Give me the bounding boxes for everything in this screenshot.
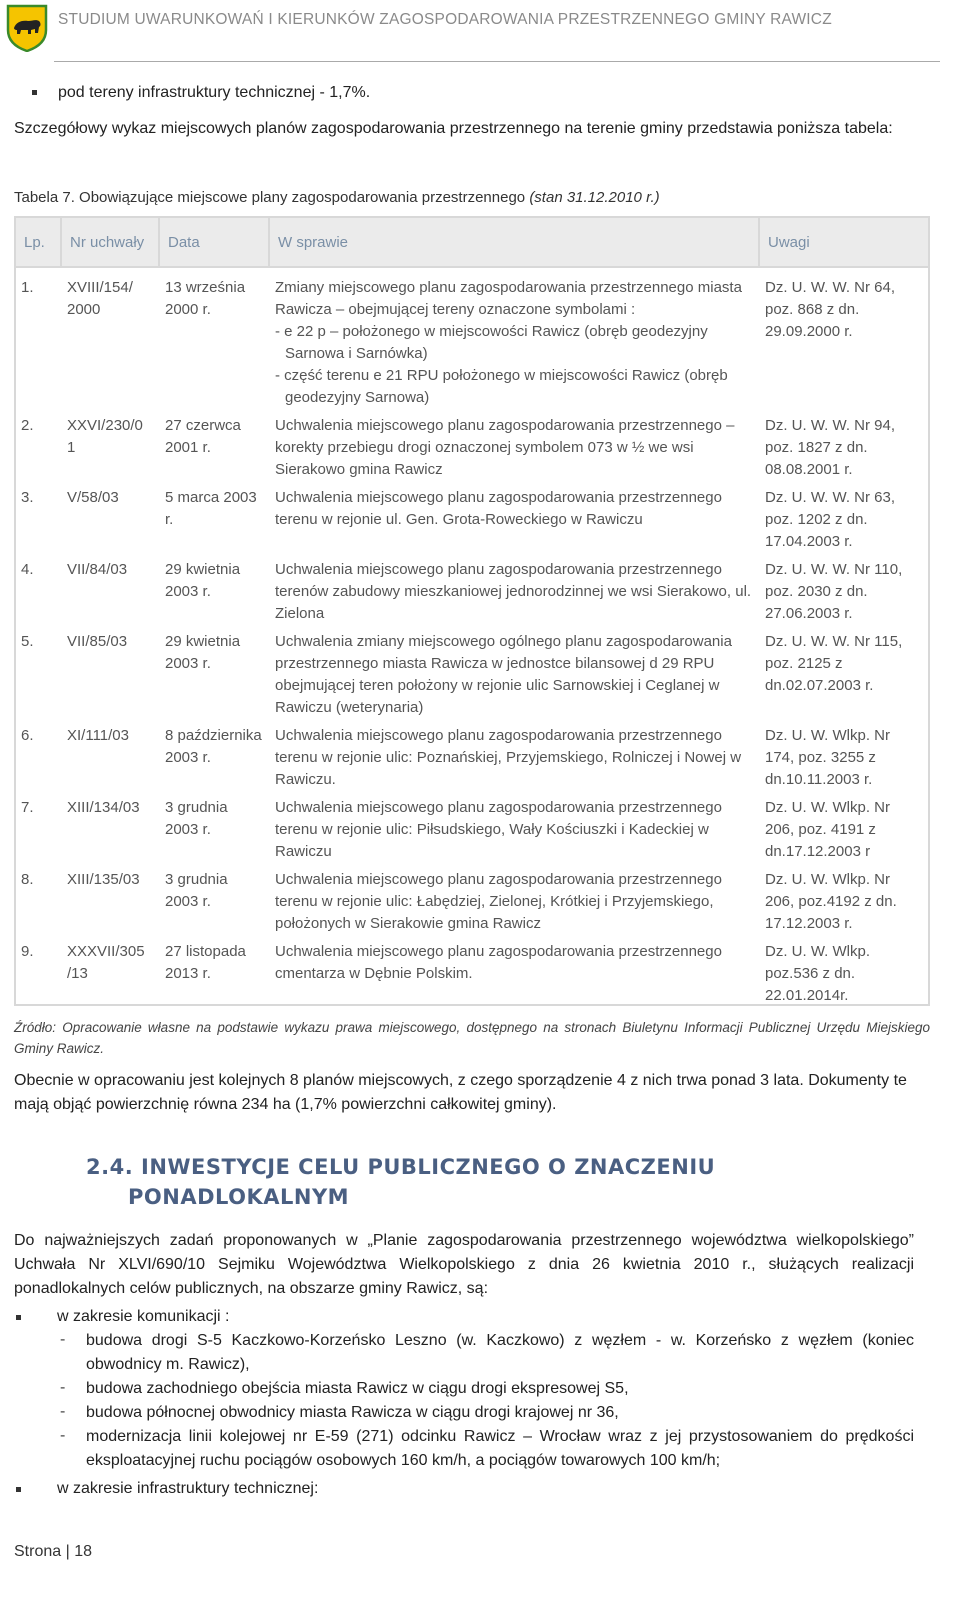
list-item: budowa północnej obwodnicy miasta Rawicza w ciągu drogi krajowej nr 36, xyxy=(86,1404,619,1421)
table-row xyxy=(15,867,929,939)
cell-notes: Dz. U. W. Wlkp. Nr 206, poz. 4191 z dn.17.12.2003 r xyxy=(765,799,890,860)
page-number: Strona | 18 xyxy=(14,1543,92,1560)
table-source: Źródło: Opracowanie własne na podstawie wykazu prawa miejscowego, dostępnego na stronach Biuletynu Informacji Publicznej Urzędu Miejskiego Gminy Rawicz. xyxy=(14,1020,930,1056)
table-row xyxy=(15,939,929,1011)
cell-notes: Dz. U. W. W. Nr 63, poz. 1202 z dn. 17.04.2003 r. xyxy=(765,489,896,550)
cell-subject: Uchwalenia zmiany miejscowego ogólnego planu zagospodarowania przestrzennego miasta Rawicza w jednostce bilansowej d 29 RPU obejmującej teren położony w rejonie ulic Sarnowskiej i Ceglanej w Rawiczu (weterynaria) xyxy=(275,633,732,716)
cell-nr: VII/84/03 xyxy=(67,561,128,578)
list-item: budowa drogi S-5 Kaczkowo-Korzeńsko Leszno (w. Kaczkowo) z węzłem - w. Korzeńsko z węzłem (koniec obwodnicy m. Rawicz), xyxy=(86,1332,914,1373)
table-row xyxy=(15,629,929,723)
section-heading xyxy=(86,1152,715,1212)
cell-date: 3 grudnia 2003 r. xyxy=(165,799,228,838)
section-title-line2: PONADLOKALNYM xyxy=(128,1185,350,1209)
section-number: 2.4. xyxy=(86,1155,134,1179)
cell-nr: XI/111/03 xyxy=(67,727,129,744)
header-lp: Lp. xyxy=(15,217,61,267)
dash-icon: - xyxy=(60,1427,66,1444)
table-caption-date: (stan 31.12.2010 r.) xyxy=(529,189,660,206)
section-intro: Do najważniejszych zadań proponowanych w „Planie zagospodarowania przestrzennego województwa wielkopolskiego” Uchwała Nr XLVI/690/10 Sejmiku Województwa Wielkopolskiego z dnia 26 kwietnia 2010 r., służących realizacji ponadlokalnych celów publicznych, na obszarze gminy Rawicz, są: xyxy=(14,1232,914,1297)
table-row xyxy=(15,413,929,485)
cell-notes: Dz. U. W. W. Nr 94, poz. 1827 z dn. 08.08.2001 r. xyxy=(765,417,896,478)
cell-notes: Dz. U. W. Wlkp. poz.536 z dn. 22.01.2014r. xyxy=(765,943,870,1004)
cell-date: 3 grudnia 2003 r. xyxy=(165,871,228,910)
cell-nr: XIII/134/03 xyxy=(67,799,140,816)
section-title-line1: INWESTYCJE CELU PUBLICZNEGO O ZNACZENIU xyxy=(141,1155,716,1179)
cell-subject: Uchwalenia miejscowego planu zagospodarowania przestrzennego terenu w rejonie ul. Gen. Grota-Roweckiego w Rawiczu xyxy=(275,489,722,528)
cell-nr: XXVI/230/0 1 xyxy=(67,417,143,456)
table-row xyxy=(15,795,929,867)
after-table-paragraph: Obecnie w opracowaniu jest kolejnych 8 planów miejscowych, z czego sporządzenie 4 z nich trwa ponad 3 lata. Dokumenty te mają objąć powierzchnię równa 234 ha (1,7% powierzchni całkowitej gminy). xyxy=(14,1072,907,1113)
cell-subject: Uchwalenia miejscowego planu zagospodarowania przestrzennego cmentarza w Dębnie Polskim. xyxy=(275,943,722,982)
cell-date: 5 marca 2003 r. xyxy=(165,489,257,528)
cell-date: 8 października 2003 r. xyxy=(165,727,262,766)
list-item: budowa zachodniego obejścia miasta Rawicz w ciągu drogi ekspresowej S5, xyxy=(86,1380,629,1397)
table-row xyxy=(15,723,929,795)
table-caption-text: Tabela 7. Obowiązujące miejscowe plany zagospodarowania przestrzennego xyxy=(14,189,526,206)
header-date: Data xyxy=(159,217,269,267)
cell-notes: Dz. U. W. W. Nr 64, poz. 868 z dn. 29.09.2000 r. xyxy=(765,279,896,340)
cell-lp: 4. xyxy=(21,561,34,578)
header-notes: Uwagi xyxy=(759,217,929,267)
cell-subject xyxy=(269,267,759,413)
bullet-communication: w zakresie komunikacji : xyxy=(57,1308,230,1325)
bullet-icon xyxy=(16,1315,21,1320)
cell-lp: 9. xyxy=(21,943,34,960)
cell-date: 29 kwietnia 2003 r. xyxy=(165,633,241,672)
cell-date: 29 kwietnia 2003 r. xyxy=(165,561,241,600)
cell-subject: Uchwalenia miejscowego planu zagospodarowania przestrzennego – korekty przebiegu drogi oznaczonej symbolem 073 w ½ we wsi Sierakowo gmina Rawicz xyxy=(275,417,735,478)
cell-nr: VII/85/03 xyxy=(67,633,128,650)
cell-date: 27 listopada 2013 r. xyxy=(165,943,246,982)
cell-lp: 3. xyxy=(21,489,34,506)
table-caption xyxy=(14,189,660,206)
bullet-infrastructure: w zakresie infrastruktury technicznej: xyxy=(57,1480,319,1497)
cell-notes: Dz. U. W. Wlkp. Nr 174, poz. 3255 z dn.10.11.2003 r. xyxy=(765,727,890,788)
dash-icon: - xyxy=(60,1403,66,1420)
bear-crest-icon xyxy=(6,4,48,52)
cell-subject: Uchwalenia miejscowego planu zagospodarowania przestrzennego terenu w rejonie ulic: Piłsudskiego, Wały Kościuszki i Kadeckiej w Rawiczu xyxy=(275,799,722,860)
dash-icon: - xyxy=(60,1331,66,1348)
header-subject: W sprawie xyxy=(269,217,759,267)
cell-notes: Dz. U. W. W. Nr 110, poz. 2030 z dn. 27.06.2003 r. xyxy=(765,561,903,622)
list-item: modernizacja linii kolejowej nr E-59 (271) odcinku Rawicz – Wrocław wraz z jej przystosowaniem do prędkości eksploatacyjnej ruchu pociągów osobowych 160 km/h, a pociągów towarowych 100 km/h; xyxy=(86,1428,914,1469)
cell-subject-item: - część terenu e 21 RPU położonego w miejscowości Rawicz (obręb geodezyjny Sarnowa) xyxy=(275,367,728,406)
intro-paragraph: Szczegółowy wykaz miejscowych planów zagospodarowania przestrzennego na terenie gminy przedstawia poniższa tabela: xyxy=(14,120,893,137)
cell-subject: Uchwalenia miejscowego planu zagospodarowania przestrzennego terenów zabudowy mieszkaniowej jednorodzinnej we wsi Sierakowo, ul. Zielona xyxy=(275,561,752,622)
table-row xyxy=(15,485,929,557)
bullet-icon xyxy=(32,90,37,95)
cell-nr: XXXVII/305 /13 xyxy=(67,943,145,982)
cell-notes: Dz. U. W. W. Nr 115, poz. 2125 z dn.02.07.2003 r. xyxy=(765,633,903,694)
cell-lp: 6. xyxy=(21,727,34,744)
header-divider xyxy=(54,61,940,62)
cell-nr: V/58/03 xyxy=(67,489,119,506)
page-header xyxy=(0,0,960,62)
cell-lp: 2. xyxy=(21,417,34,434)
cell-subject-item: - e 22 p – położonego w miejscowości Rawicz (obręb geodezyjny Sarnowa i Sarnówka) xyxy=(275,323,708,362)
intro-bullet: pod tereny infrastruktury technicznej - 1,7%. xyxy=(58,84,371,101)
cell-subject: Uchwalenia miejscowego planu zagospodarowania przestrzennego terenu w rejonie ulic: Łabędziej, Zielonej, Krótkiej i Przyjemskiego, położonych w Sierakowie gmina Rawicz xyxy=(275,871,722,932)
header-nr: Nr uchwały xyxy=(61,217,159,267)
cell-nr: XIII/135/03 xyxy=(67,871,140,888)
cell-lp: 7. xyxy=(21,799,34,816)
document-title: STUDIUM UWARUNKOWAŃ I KIERUNKÓW ZAGOSPODAROWANIA PRZESTRZENNEGO GMINY RAWICZ xyxy=(58,11,832,28)
cell-lp: 8. xyxy=(21,871,34,888)
plans-table xyxy=(14,216,930,1011)
cell-subject: Uchwalenia miejscowego planu zagospodarowania przestrzennego terenu w rejonie ulic: Poznańskiej, Przyjemskiego, Rolniczej i Nowej w Rawiczu. xyxy=(275,727,742,788)
cell-notes: Dz. U. W. Wlkp. Nr 206, poz.4192 z dn. 17.12.2003 r. xyxy=(765,871,897,932)
cell-lp: 1. xyxy=(21,279,34,296)
table-row xyxy=(15,557,929,629)
cell-lp: 5. xyxy=(21,633,34,650)
cell-nr: XVIII/154/ 2000 xyxy=(67,279,133,318)
bullet-icon xyxy=(16,1487,21,1492)
table-row xyxy=(15,267,929,413)
dash-icon: - xyxy=(60,1379,66,1396)
cell-date: 13 września 2000 r. xyxy=(165,279,246,318)
table-header-row xyxy=(15,217,929,267)
cell-date: 27 czerwca 2001 r. xyxy=(165,417,241,456)
cell-subject-text: Zmiany miejscowego planu zagospodarowania przestrzennego miasta Rawicza – obejmującej tereny oznaczone symbolami : xyxy=(275,279,742,318)
